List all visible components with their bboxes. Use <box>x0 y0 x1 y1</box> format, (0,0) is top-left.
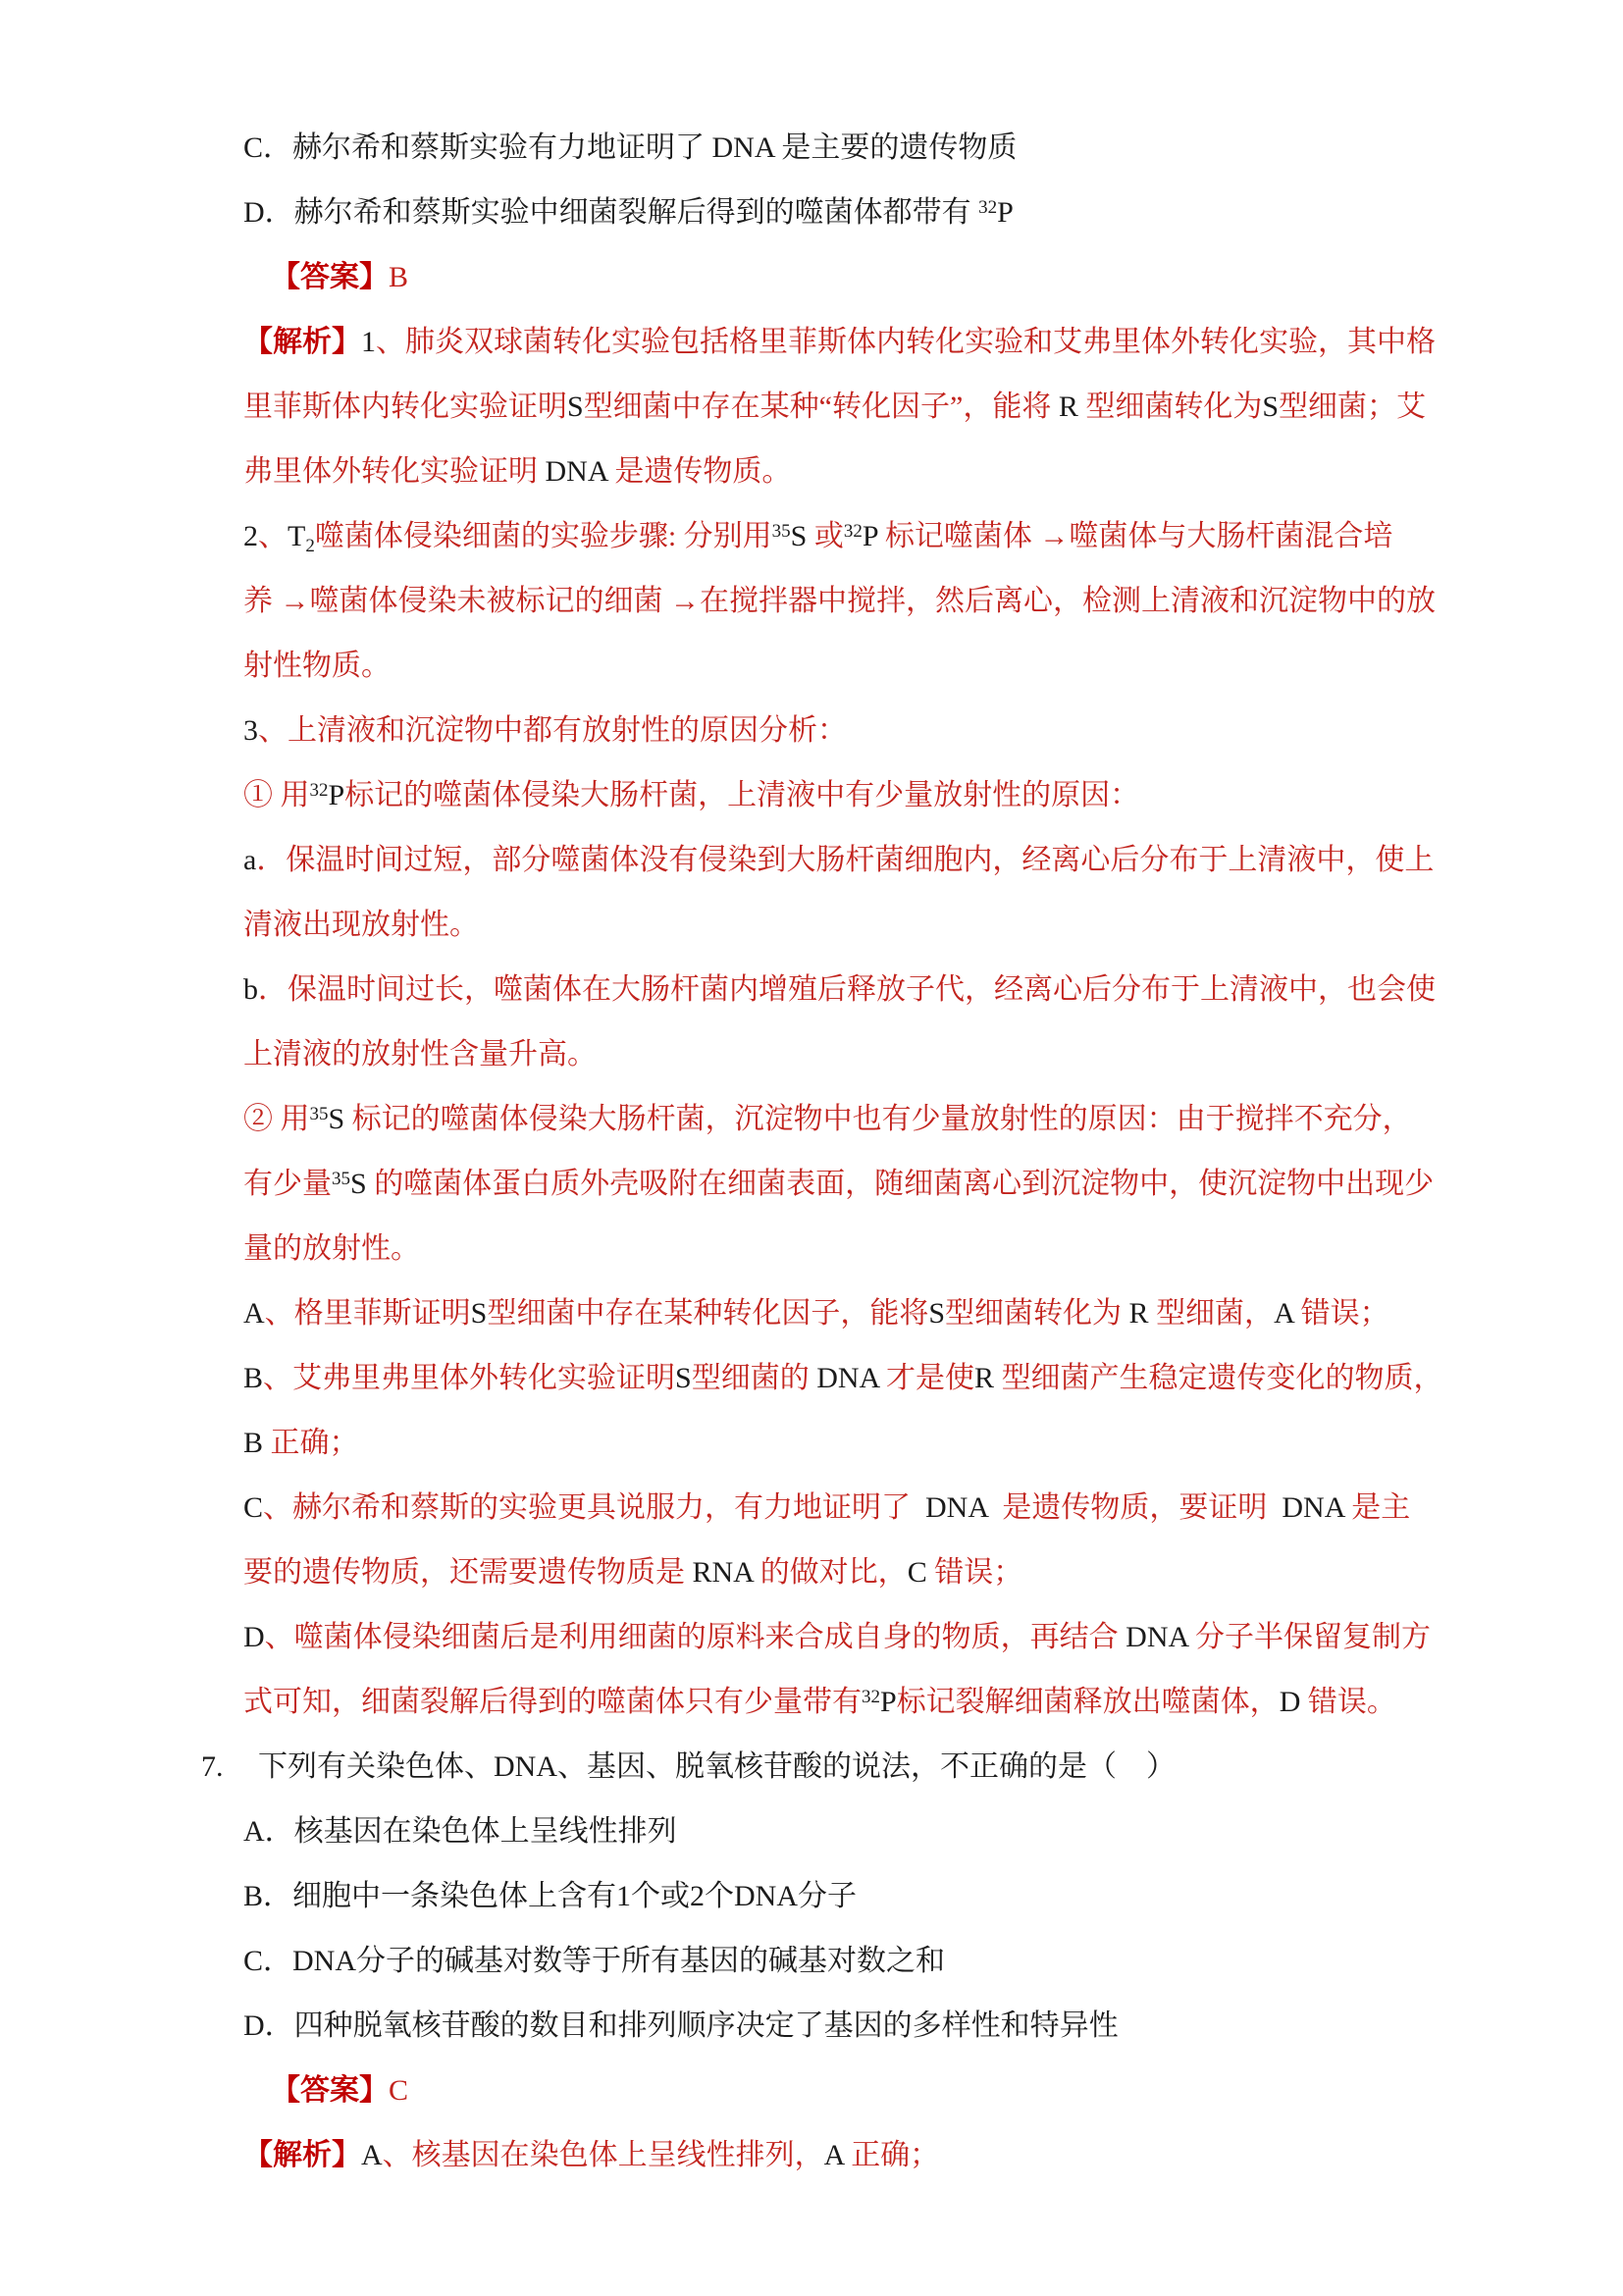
text-segment: S <box>790 520 808 552</box>
text-segment: b <box>243 973 258 1006</box>
text-segment: S <box>675 1362 692 1394</box>
text-segment: 噬菌体侵染细菌的实验步骤: 分别用 <box>314 520 772 552</box>
text-segment: T <box>288 520 306 552</box>
text-segment: R <box>974 1362 995 1394</box>
q7-answer <box>271 2059 1623 2123</box>
text-segment: 型细菌中存在某种“转化因子”，能将 <box>583 391 1059 423</box>
text-segment: 是遗传物质，要证明 <box>987 1491 1283 1524</box>
text-segment: 弗里体外转化实验证明 <box>243 455 546 488</box>
q6-analysis-line-15 <box>243 1217 1623 1281</box>
text-segment: DNA <box>1126 1621 1188 1653</box>
text-segment: 式可知，细菌裂解后得到的噬菌体只有少量带有 <box>243 1686 862 1718</box>
text-segment: 正确； <box>843 2139 940 2171</box>
text-segment: C <box>389 2074 409 2107</box>
text-segment: ．保温时间过长，噬菌体在大肠杆菌内增殖后释放子代，经离心后分布于上清液中，也会使 <box>258 973 1436 1006</box>
q6-analysis-line-7 <box>243 699 1623 763</box>
text-segment: D．四种脱氧核苷酸的数目和排列顺序决定了基因的多样性和特异性 <box>243 2009 1119 2042</box>
text-segment: 射性物质。 <box>243 650 391 682</box>
text-segment: A <box>361 2139 383 2171</box>
q7-option-d <box>243 1994 1623 2059</box>
q6-analysis-line-2 <box>243 375 1623 440</box>
text-segment: 是主 <box>1343 1491 1411 1524</box>
q6-analysis-line-1 <box>243 310 1623 375</box>
text-segment: 35 <box>309 1104 329 1124</box>
text-segment: 35 <box>332 1169 350 1189</box>
text-segment: 标记的噬菌体侵染大肠杆菌，沉淀物中也有少量放射性的原因：由于搅拌不充分， <box>344 1103 1412 1135</box>
text-segment: 标记裂解细菌释放出噬菌体， <box>896 1686 1280 1718</box>
text-segment: 【解析】 <box>243 326 361 358</box>
text-segment: S <box>470 1297 488 1330</box>
text-segment: 有少量 <box>243 1168 332 1200</box>
text-segment: 标记的噬菌体侵染大肠杆菌，上清液中有少量放射性的原因： <box>344 779 1140 811</box>
text-segment: 【答案】 <box>271 261 389 293</box>
text-segment: D．赫尔希和蔡斯实验中细菌裂解后得到的噬菌体都带有 <box>243 196 979 229</box>
text-segment: 3 <box>243 714 258 747</box>
text-segment: 型细菌中存在某种转化因子，能将 <box>487 1297 929 1330</box>
text-segment: DNA <box>1282 1491 1344 1524</box>
text-segment: B <box>389 261 409 293</box>
q6-analysis-line-20 <box>243 1540 1623 1605</box>
text-segment: 正确； <box>263 1427 359 1459</box>
text-segment: 下列有关染色体、DNA、基因、脱氧核苷酸的说法，不正确的是（ ） <box>258 1750 1176 1783</box>
text-segment: 型细菌， <box>1148 1297 1275 1330</box>
text-segment: P <box>862 520 878 552</box>
q6-analysis-line-3 <box>243 440 1623 504</box>
text-segment: B <box>243 1427 264 1459</box>
text-segment: DNA <box>925 1491 988 1524</box>
q7-option-b <box>243 1864 1623 1929</box>
text-segment: ② 用 <box>243 1103 310 1135</box>
text-segment: 型细菌转化为 <box>1077 391 1263 423</box>
text-segment: 【解析】 <box>243 2139 361 2171</box>
text-segment: 32 <box>309 780 329 801</box>
text-segment: 型细菌的 <box>691 1362 817 1394</box>
text-segment: R <box>1128 1297 1149 1330</box>
q6-analysis-line-16 <box>243 1281 1623 1346</box>
q6-analysis-line-22 <box>243 1670 1623 1735</box>
text-segment: B．细胞中一条染色体上含有1个或2个DNA分子 <box>243 1880 858 1912</box>
text-segment: S <box>350 1168 367 1200</box>
text-segment: 35 <box>771 521 791 542</box>
text-segment: 清液出现放射性。 <box>243 909 479 941</box>
text-segment: 型细菌转化为 <box>945 1297 1129 1330</box>
text-segment: 、赫尔希和蔡斯的实验更具说服力，有力地证明了 <box>263 1491 926 1524</box>
text-segment: 养 →噬菌体侵染未被标记的细菌 →在搅拌器中搅拌，然后离心，检测上清液和沉淀物中的放 <box>243 585 1436 617</box>
text-segment: RNA <box>692 1556 754 1589</box>
q7-stem <box>201 1735 1623 1800</box>
text-segment: 、 <box>258 520 288 552</box>
text-segment: A．核基因在染色体上呈线性排列 <box>243 1815 677 1848</box>
text-segment: 32 <box>862 1687 880 1707</box>
text-segment: 量的放射性。 <box>243 1232 420 1265</box>
text-segment: 、格里菲斯证明 <box>264 1297 471 1330</box>
q6-analysis-line-10 <box>243 893 1623 958</box>
q6-analysis-line-5 <box>243 569 1623 634</box>
text-segment: C．DNA分子的碱基对数等于所有基因的碱基对数之和 <box>243 1945 946 1977</box>
text-segment: 、噬菌体侵染细菌后是利用细菌的原料来合成自身的物质，再结合 <box>264 1621 1126 1653</box>
q6-analysis-line-11 <box>243 958 1623 1022</box>
text-segment: ① 用 <box>243 779 310 811</box>
text-segment: P <box>880 1686 897 1718</box>
text-segment: 错误； <box>926 1556 1023 1589</box>
text-segment: 、肺炎双球菌转化实验包括格里菲斯体内转化实验和艾弗里体外转化实验，其中格 <box>376 326 1436 358</box>
text-segment: a <box>243 844 257 876</box>
q7-analysis-line-1 <box>243 2123 1623 2188</box>
text-segment: 32 <box>843 521 863 542</box>
text-segment: S <box>567 391 584 423</box>
text-segment: 型细菌；艾 <box>1279 391 1427 423</box>
q6-analysis-line-14 <box>243 1152 1623 1217</box>
text-segment: A <box>1274 1297 1294 1330</box>
q6-analysis-line-17 <box>243 1346 1623 1411</box>
q6-analysis-line-8 <box>243 763 1623 828</box>
text-segment: R <box>1058 391 1078 423</box>
text-segment: 错误； <box>1293 1297 1389 1330</box>
text-segment: DNA <box>816 1362 879 1394</box>
text-segment: 错误。 <box>1300 1686 1396 1718</box>
text-segment: 分子半保留复制方 <box>1187 1621 1432 1653</box>
text-segment: 的噬菌体蛋白质外壳吸附在细菌表面，随细菌离心到沉淀物中，使沉淀物中出现少 <box>366 1168 1435 1200</box>
text-segment: 上清液的放射性含量升高。 <box>243 1038 597 1070</box>
text-segment: 2 <box>243 520 258 552</box>
text-segment: 要的遗传物质，还需要遗传物质是 <box>243 1556 693 1589</box>
text-segment: A <box>823 2139 844 2171</box>
text-segment: 【答案】 <box>271 2074 389 2107</box>
q7-option-c <box>243 1929 1623 1994</box>
text-segment: 32 <box>978 197 998 218</box>
q6-analysis-line-21 <box>243 1605 1623 1670</box>
text-segment: ．保温时间过短，部分噬菌体没有侵染到大肠杆菌细胞内，经离心后分布于上清液中，使上 <box>256 844 1435 876</box>
text-segment: 才是使 <box>878 1362 975 1394</box>
q6-analysis-line-4 <box>243 504 1623 569</box>
text-segment: 是遗传物质。 <box>606 455 792 488</box>
q6-analysis-line-18 <box>243 1411 1623 1476</box>
text-segment: 标记噬菌体 →噬菌体与大肠杆菌混合培 <box>877 520 1393 552</box>
text-segment: 里菲斯体内转化实验证明 <box>243 391 567 423</box>
text-segment: 的做对比， <box>753 1556 908 1589</box>
text-segment: C <box>243 1491 264 1524</box>
text-segment: 1 <box>361 326 376 358</box>
text-segment: 、核基因在染色体上呈线性排列， <box>382 2139 824 2171</box>
text-segment: DNA <box>545 455 607 488</box>
text-segment: 2 <box>305 536 315 556</box>
q6-analysis-line-9 <box>243 828 1623 893</box>
text-segment: S <box>1262 391 1280 423</box>
q6-analysis-line-12 <box>243 1022 1623 1087</box>
text-segment: D <box>1279 1686 1301 1718</box>
q6-analysis-line-19 <box>243 1476 1623 1540</box>
q6-option-d <box>243 181 1623 245</box>
text-segment: S <box>328 1103 345 1135</box>
q7-option-a <box>243 1800 1623 1864</box>
text-segment: B <box>243 1362 264 1394</box>
text-segment: C．赫尔希和蔡斯实验有力地证明了 DNA 是主要的遗传物质 <box>243 131 1018 164</box>
q6-option-c <box>243 116 1623 181</box>
q6-analysis-line-13 <box>243 1087 1623 1152</box>
text-segment: 、上清液和沉淀物中都有放射性的原因分析： <box>258 714 847 747</box>
text-segment: D <box>243 1621 265 1653</box>
text-segment: S <box>928 1297 946 1330</box>
text-segment: P <box>997 196 1014 229</box>
question-number: 7. <box>201 1750 224 1783</box>
q6-answer <box>271 245 1623 310</box>
q6-analysis-line-6 <box>243 634 1623 699</box>
text-segment: C <box>907 1556 927 1589</box>
text-segment: 、艾弗里弗里体外转化实验证明 <box>263 1362 676 1394</box>
text-segment: 型细菌产生稳定遗传变化的物质， <box>994 1362 1443 1394</box>
text-segment: 或 <box>807 520 844 552</box>
text-segment: P <box>328 779 345 811</box>
text-segment: A <box>243 1297 265 1330</box>
